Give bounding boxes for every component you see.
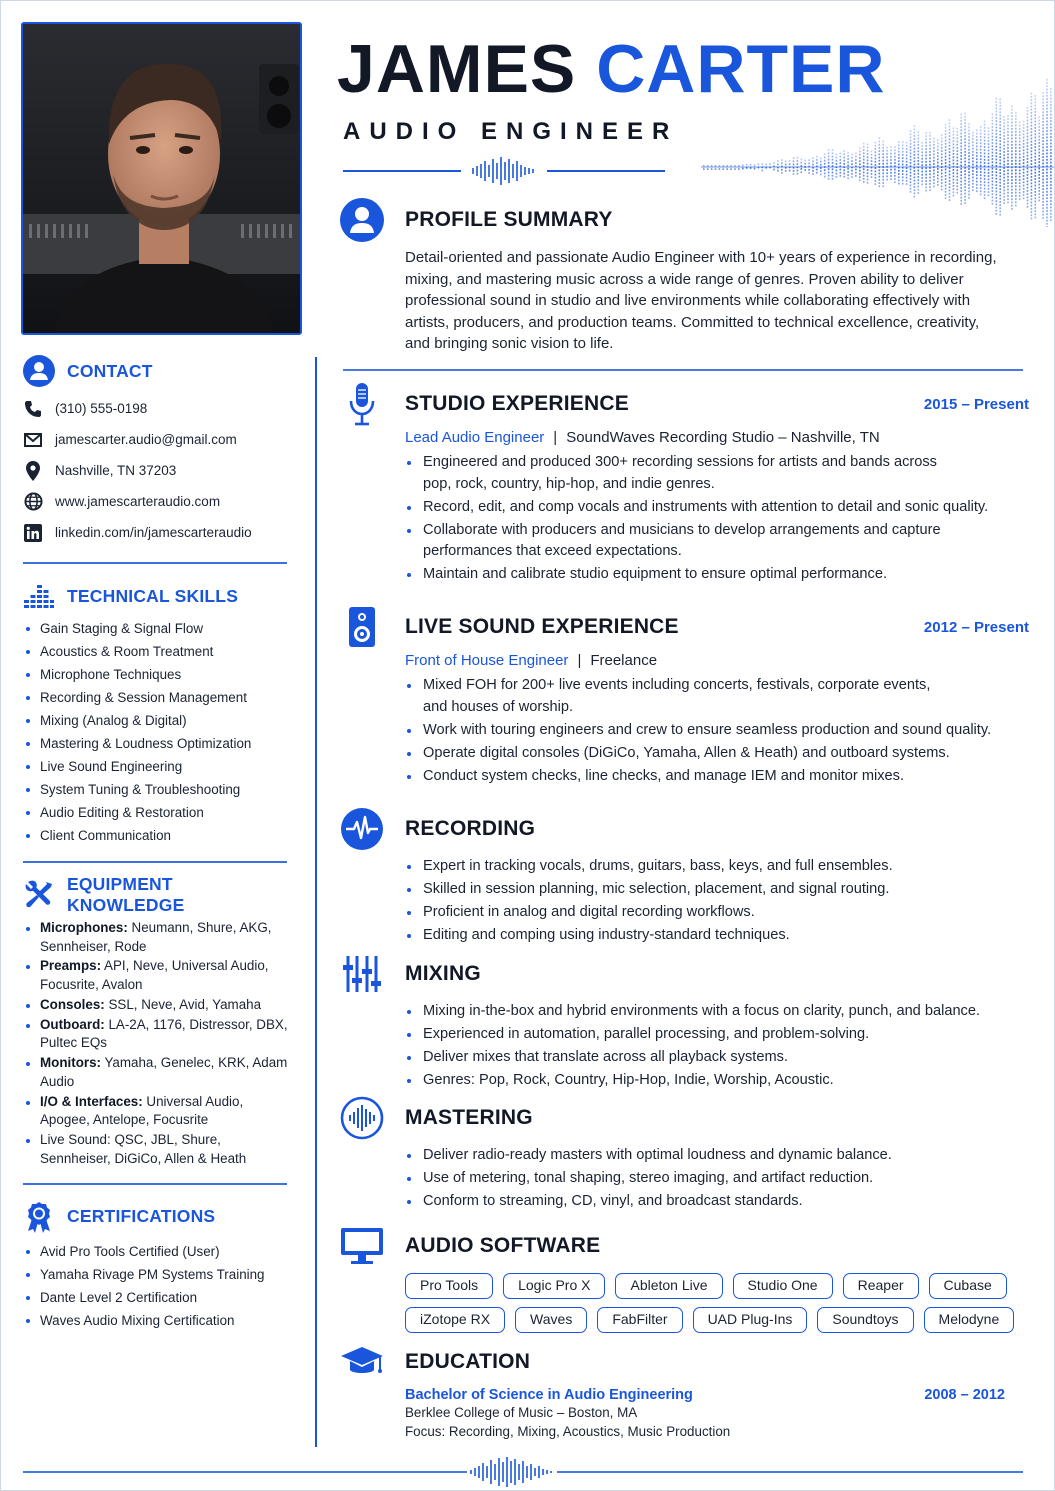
education-section [339,1339,1039,1441]
certifications-header [23,1199,295,1235]
recording-section [339,806,1039,948]
list-item: Mixing in-the-box and hybrid environments with a focus on clarity, punch, and balance. [405,1001,1039,1023]
live-bullets [405,675,1005,787]
left-column [23,353,295,1332]
linkedin-icon [23,523,43,543]
profile-photo [21,22,302,335]
person-icon [23,355,55,387]
software-chip: Pro Tools [405,1273,493,1299]
list-item: Record, edit, and comp vocals and instruments with attention to detail and sonic quality. [405,497,1005,519]
list-item: Recording & Session Management [23,686,295,709]
header-waveform-divider [343,155,665,187]
list-item: Operate digital consoles (DiGiCo, Yamaha, Allen & Heath) and outboard systems. [405,743,1005,765]
person-icon [339,197,385,243]
list-item: Dante Level 2 Certification [23,1286,295,1309]
column-divider [315,357,317,1447]
education-title: EDUCATION [405,1350,531,1373]
profile-summary-section [339,197,1039,355]
phone-icon [23,399,43,419]
audio-software-header [339,1223,1039,1269]
list-item: Gain Staging & Signal Flow [23,617,295,640]
list-item: Client Communication [23,824,295,847]
contact-location-text: Nashville, TN 37203 [55,463,177,478]
audio-software-title: AUDIO SOFTWARE [405,1234,601,1257]
list-item: Microphone Techniques [23,663,295,686]
contact-phone-text: (310) 555-0198 [55,401,148,416]
contact-header [23,353,295,389]
live-sound-section [339,604,1039,789]
list-item: I/O & Interfaces: Universal Audio, Apogee, Antelope, Focusrite [23,1093,295,1130]
contact-website[interactable] [23,486,295,517]
studio-experience-header [339,381,1039,427]
school: Berklee College of Music – Boston, MA [405,1405,638,1420]
list-item: Monitors: Yamaha, Genelec, KRK, Adam Audio [23,1054,295,1091]
mastering-header [339,1095,1039,1141]
mixing-header [339,951,1039,997]
contact-phone[interactable] [23,393,295,424]
software-chip-list [405,1273,1025,1333]
contact-title: CONTACT [67,360,153,381]
profile-summary-header [339,197,1039,243]
mastering-title: MASTERING [405,1106,533,1129]
list-item: Conduct system checks, line checks, and manage IEM and monitor mixes. [405,766,1005,788]
location-pin-icon [23,461,43,481]
studio-experience-date: 2015 – Present [923,395,1029,413]
education-date: 2008 – 2012 [924,1387,1005,1403]
contact-website-text: www.jamescarteraudio.com [55,494,221,509]
list-item: Genres: Pop, Rock, Country, Hip-Hop, Indie, Worship, Acoustic. [405,1070,1039,1092]
list-item: Preamps: API, Neve, Universal Audio, Focusrite, Avalon [23,957,295,994]
software-chip: FabFilter [597,1307,682,1333]
list-item: Skilled in session planning, mic selection, placement, and signal routing. [405,879,1039,901]
list-item: Mixing (Analog & Digital) [23,709,295,732]
mastering-bullets [405,1145,1039,1213]
list-item: Editing and comping using industry-standard techniques. [405,925,1039,947]
list-item: Yamaha Rivage PM Systems Training [23,1263,295,1286]
speaker-icon [339,604,385,650]
wrench-screwdriver-icon [23,879,55,911]
list-item: Collaborate with producers and musicians to develop arrangements and capture performances that exceed expectations. [405,520,965,563]
company: Freelance [590,652,658,669]
job-title: Front of House Engineer [405,652,569,669]
list-item: Avid Pro Tools Certified (User) [23,1240,295,1263]
profile-summary-text: Detail-oriented and passionate Audio Engineer with 10+ years of experience in recording, mixing, and mastering music across a wide range of genres. Proven ability to deliver professional sound in studio and live environments while collaborating effectively with artists, producers, and production teams. Committed to technical excellence, creativity, and bringing sonic vision to life. [405,249,997,353]
list-item: Conform to streaming, CD, vinyl, and broadcast standards. [405,1191,1039,1213]
certifications-list [23,1240,295,1332]
contact-email-text: jamescarter.audio@gmail.com [55,432,237,447]
list-item: Microphones: Neumann, Shure, AKG, Sennheiser, Rode [23,919,295,956]
education-focus: Focus: Recording, Mixing, Acoustics, Music Production [405,1424,731,1439]
list-item: Waves Audio Mixing Certification [23,1309,295,1332]
list-item: Live Sound Engineering [23,755,295,778]
mixing-section [339,951,1039,1093]
contact-location [23,455,295,486]
technical-skills-header [23,578,295,614]
software-chip: Logic Pro X [503,1273,605,1299]
equalizer-bars-icon [23,580,55,612]
technical-skills-title: TECHNICAL SKILLS [67,585,239,606]
job-role: AUDIO ENGINEER [343,118,679,145]
list-item: Deliver mixes that translate across all playback systems. [405,1047,1039,1069]
microphone-icon [339,381,385,427]
list-item: Expert in tracking vocals, drums, guitars, bass, keys, and full ensembles. [405,856,1039,878]
recording-bullets [405,856,1039,947]
list-item: System Tuning & Troubleshooting [23,778,295,801]
software-chip: Reaper [843,1273,919,1299]
live-sound-date: 2012 – Present [923,618,1029,636]
list-item: Use of metering, tonal shaping, stereo imaging, and artifact reduction. [405,1168,1039,1190]
list-item: Audio Editing & Restoration [23,801,295,824]
studio-job-line: Lead Audio Engineer | SoundWaves Recording Studio – Nashville, TN [405,429,880,446]
contact-linkedin[interactable] [23,517,295,548]
software-chip: Soundtoys [817,1307,913,1333]
software-chip: Waves [515,1307,587,1333]
job-title: Lead Audio Engineer [405,429,545,446]
live-sound-title: LIVE SOUND EXPERIENCE [405,615,679,638]
waveform-circle-icon [339,1095,385,1141]
studio-experience-title: STUDIO EXPERIENCE [405,392,629,415]
list-item: Engineered and produced 300+ recording sessions for artists and bands across pop, rock, country, hip-hop, and indie genres. [405,452,945,495]
contact-list [23,393,295,548]
first-name: JAMES [337,31,577,107]
list-item: Outboard: LA-2A, 1176, Distressor, DBX, Pultec EQs [23,1016,295,1053]
award-ribbon-icon [23,1201,55,1233]
list-item: Proficient in analog and digital recording workflows. [405,902,1039,924]
mastering-section [339,1095,1039,1214]
divider [23,1183,287,1185]
graduation-cap-icon [339,1339,385,1385]
divider [23,562,287,564]
equipment-title: EQUIPMENT KNOWLEDGE [66,874,185,915]
mixing-bullets [405,1001,1039,1092]
list-item: Mastering & Loudness Optimization [23,732,295,755]
mail-icon [23,430,43,450]
studio-bullets [405,452,1005,586]
company: SoundWaves Recording Studio – Nashville, TN [566,429,880,446]
contact-email[interactable] [23,424,295,455]
technical-skills-list [23,617,295,847]
software-chip: Melodyne [924,1307,1015,1333]
list-item: Maintain and calibrate studio equipment to ensure optimal performance. [405,564,1005,586]
list-item: Acoustics & Room Treatment [23,640,295,663]
monitor-icon [339,1223,385,1269]
contact-linkedin-text: linkedin.com/in/jamescarteraudio [55,525,252,540]
profile-summary-title: PROFILE SUMMARY [405,208,613,231]
education-details [405,1387,1039,1441]
audio-software-section [339,1223,1039,1333]
list-item: Mixed FOH for 200+ live events including concerts, festivals, corporate events, and houses of worship. [405,675,955,718]
footer-waveform [467,1456,557,1488]
recording-header [339,806,1039,852]
audio-pulse-icon [339,806,385,852]
software-chip: Cubase [929,1273,1007,1299]
studio-experience-section [339,381,1039,587]
education-degree-row [405,1387,1039,1403]
list-item: Experienced in automation, parallel processing, and problem-solving. [405,1024,1039,1046]
mixing-title: MIXING [405,962,481,985]
list-item: Live Sound: QSC, JBL, Shure, Sennheiser, DiGiCo, Allen & Heath [23,1131,295,1168]
globe-icon [23,492,43,512]
software-chip: UAD Plug-Ins [693,1307,808,1333]
degree: Bachelor of Science in Audio Engineering [405,1387,693,1403]
live-job-line: Front of House Engineer | Freelance [405,652,658,669]
software-chip: Studio One [733,1273,833,1299]
equipment-list [23,919,295,1169]
equipment-header [23,874,295,915]
list-item: Deliver radio-ready masters with optimal loudness and dynamic balance. [405,1145,1039,1167]
divider [343,369,1023,371]
last-name: CARTER [596,31,886,107]
divider [23,861,287,863]
education-header [339,1339,1039,1385]
mixer-faders-icon [339,951,385,997]
software-chip: Ableton Live [615,1273,722,1299]
live-sound-header [339,604,1039,650]
recording-title: RECORDING [405,817,536,840]
certifications-title: CERTIFICATIONS [67,1206,216,1226]
list-item: Work with touring engineers and crew to ensure seamless production and sound quality. [405,720,1005,742]
software-chip: iZotope RX [405,1307,505,1333]
list-item: Consoles: SSL, Neve, Avid, Yamaha [23,996,295,1015]
